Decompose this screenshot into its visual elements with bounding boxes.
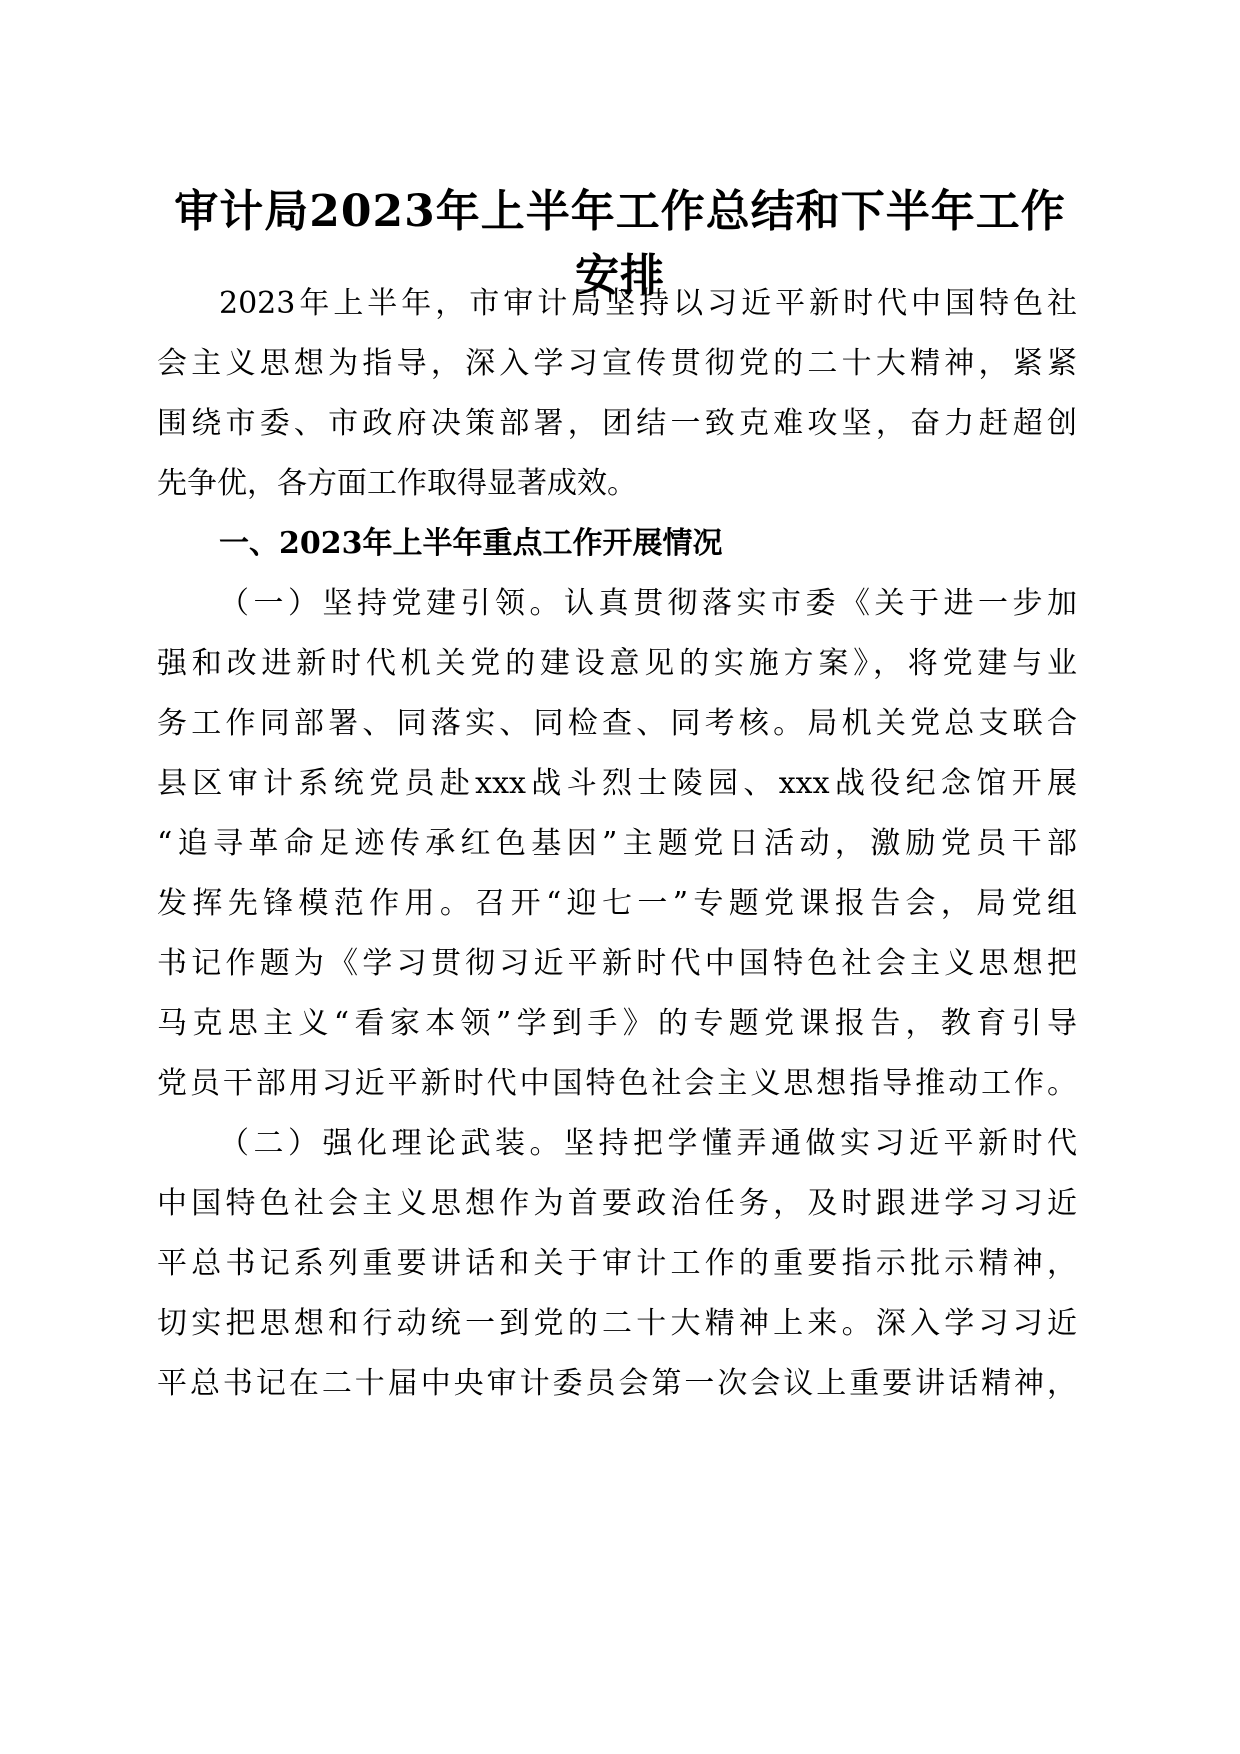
intro-line: 围绕市委、市政府决策部署，团结一致克难攻坚，奋力赶超创 (157, 406, 1077, 441)
paragraph-line: 中国特色社会主义思想作为首要政治任务，及时跟进学习习近 (157, 1186, 1077, 1221)
paragraph-line: 马克思主义“看家本领”学到手》的专题党课报告，教育引导 (157, 1006, 1077, 1041)
paragraph-line: 县区审计系统党员赴xxx战斗烈士陵园、xxx战役纪念馆开展 (157, 766, 1077, 801)
paragraph-line: 党员干部用习近平新时代中国特色社会主义思想指导推动工作。 (157, 1066, 1077, 1101)
intro-line: 先争优，各方面工作取得显著成效。 (157, 466, 637, 501)
paragraph-line: 发挥先锋模范作用。召开“迎七一”专题党课报告会，局党组 (157, 886, 1077, 921)
paragraph-line: 书记作题为《学习贯彻习近平新时代中国特色社会主义思想把 (157, 946, 1077, 981)
paragraph-line: （一）坚持党建引领。认真贯彻落实市委《关于进一步加 (219, 586, 1077, 621)
document-title-line-1: 审计局2023年上半年工作总结和下半年工作 (174, 186, 1066, 237)
paragraph-line: （二）强化理论武装。坚持把学懂弄通做实习近平新时代 (219, 1126, 1077, 1161)
paragraph-line: 切实把思想和行动统一到党的二十大精神上来。深入学习习近 (157, 1306, 1077, 1341)
paragraph-line: 平总书记在二十届中央审计委员会第一次会议上重要讲话精神， (157, 1366, 1077, 1401)
intro-line: 2023年上半年，市审计局坚持以习近平新时代中国特色社 (219, 286, 1077, 321)
document-title-line-2: 安排 (575, 250, 665, 301)
paragraph-line: “追寻革命足迹传承红色基因”主题党日活动，激励党员干部 (157, 826, 1077, 861)
paragraph-line: 务工作同部署、同落实、同检查、同考核。局机关党总支联合 (157, 706, 1077, 741)
paragraph-line: 强和改进新时代机关党的建设意见的实施方案》，将党建与业 (157, 646, 1077, 681)
intro-line: 会主义思想为指导，深入学习宣传贯彻党的二十大精神，紧紧 (157, 346, 1077, 381)
paragraph-line: 平总书记系列重要讲话和关于审计工作的重要指示批示精神， (157, 1246, 1077, 1281)
section-heading: 一、2023年上半年重点工作开展情况 (219, 526, 723, 561)
